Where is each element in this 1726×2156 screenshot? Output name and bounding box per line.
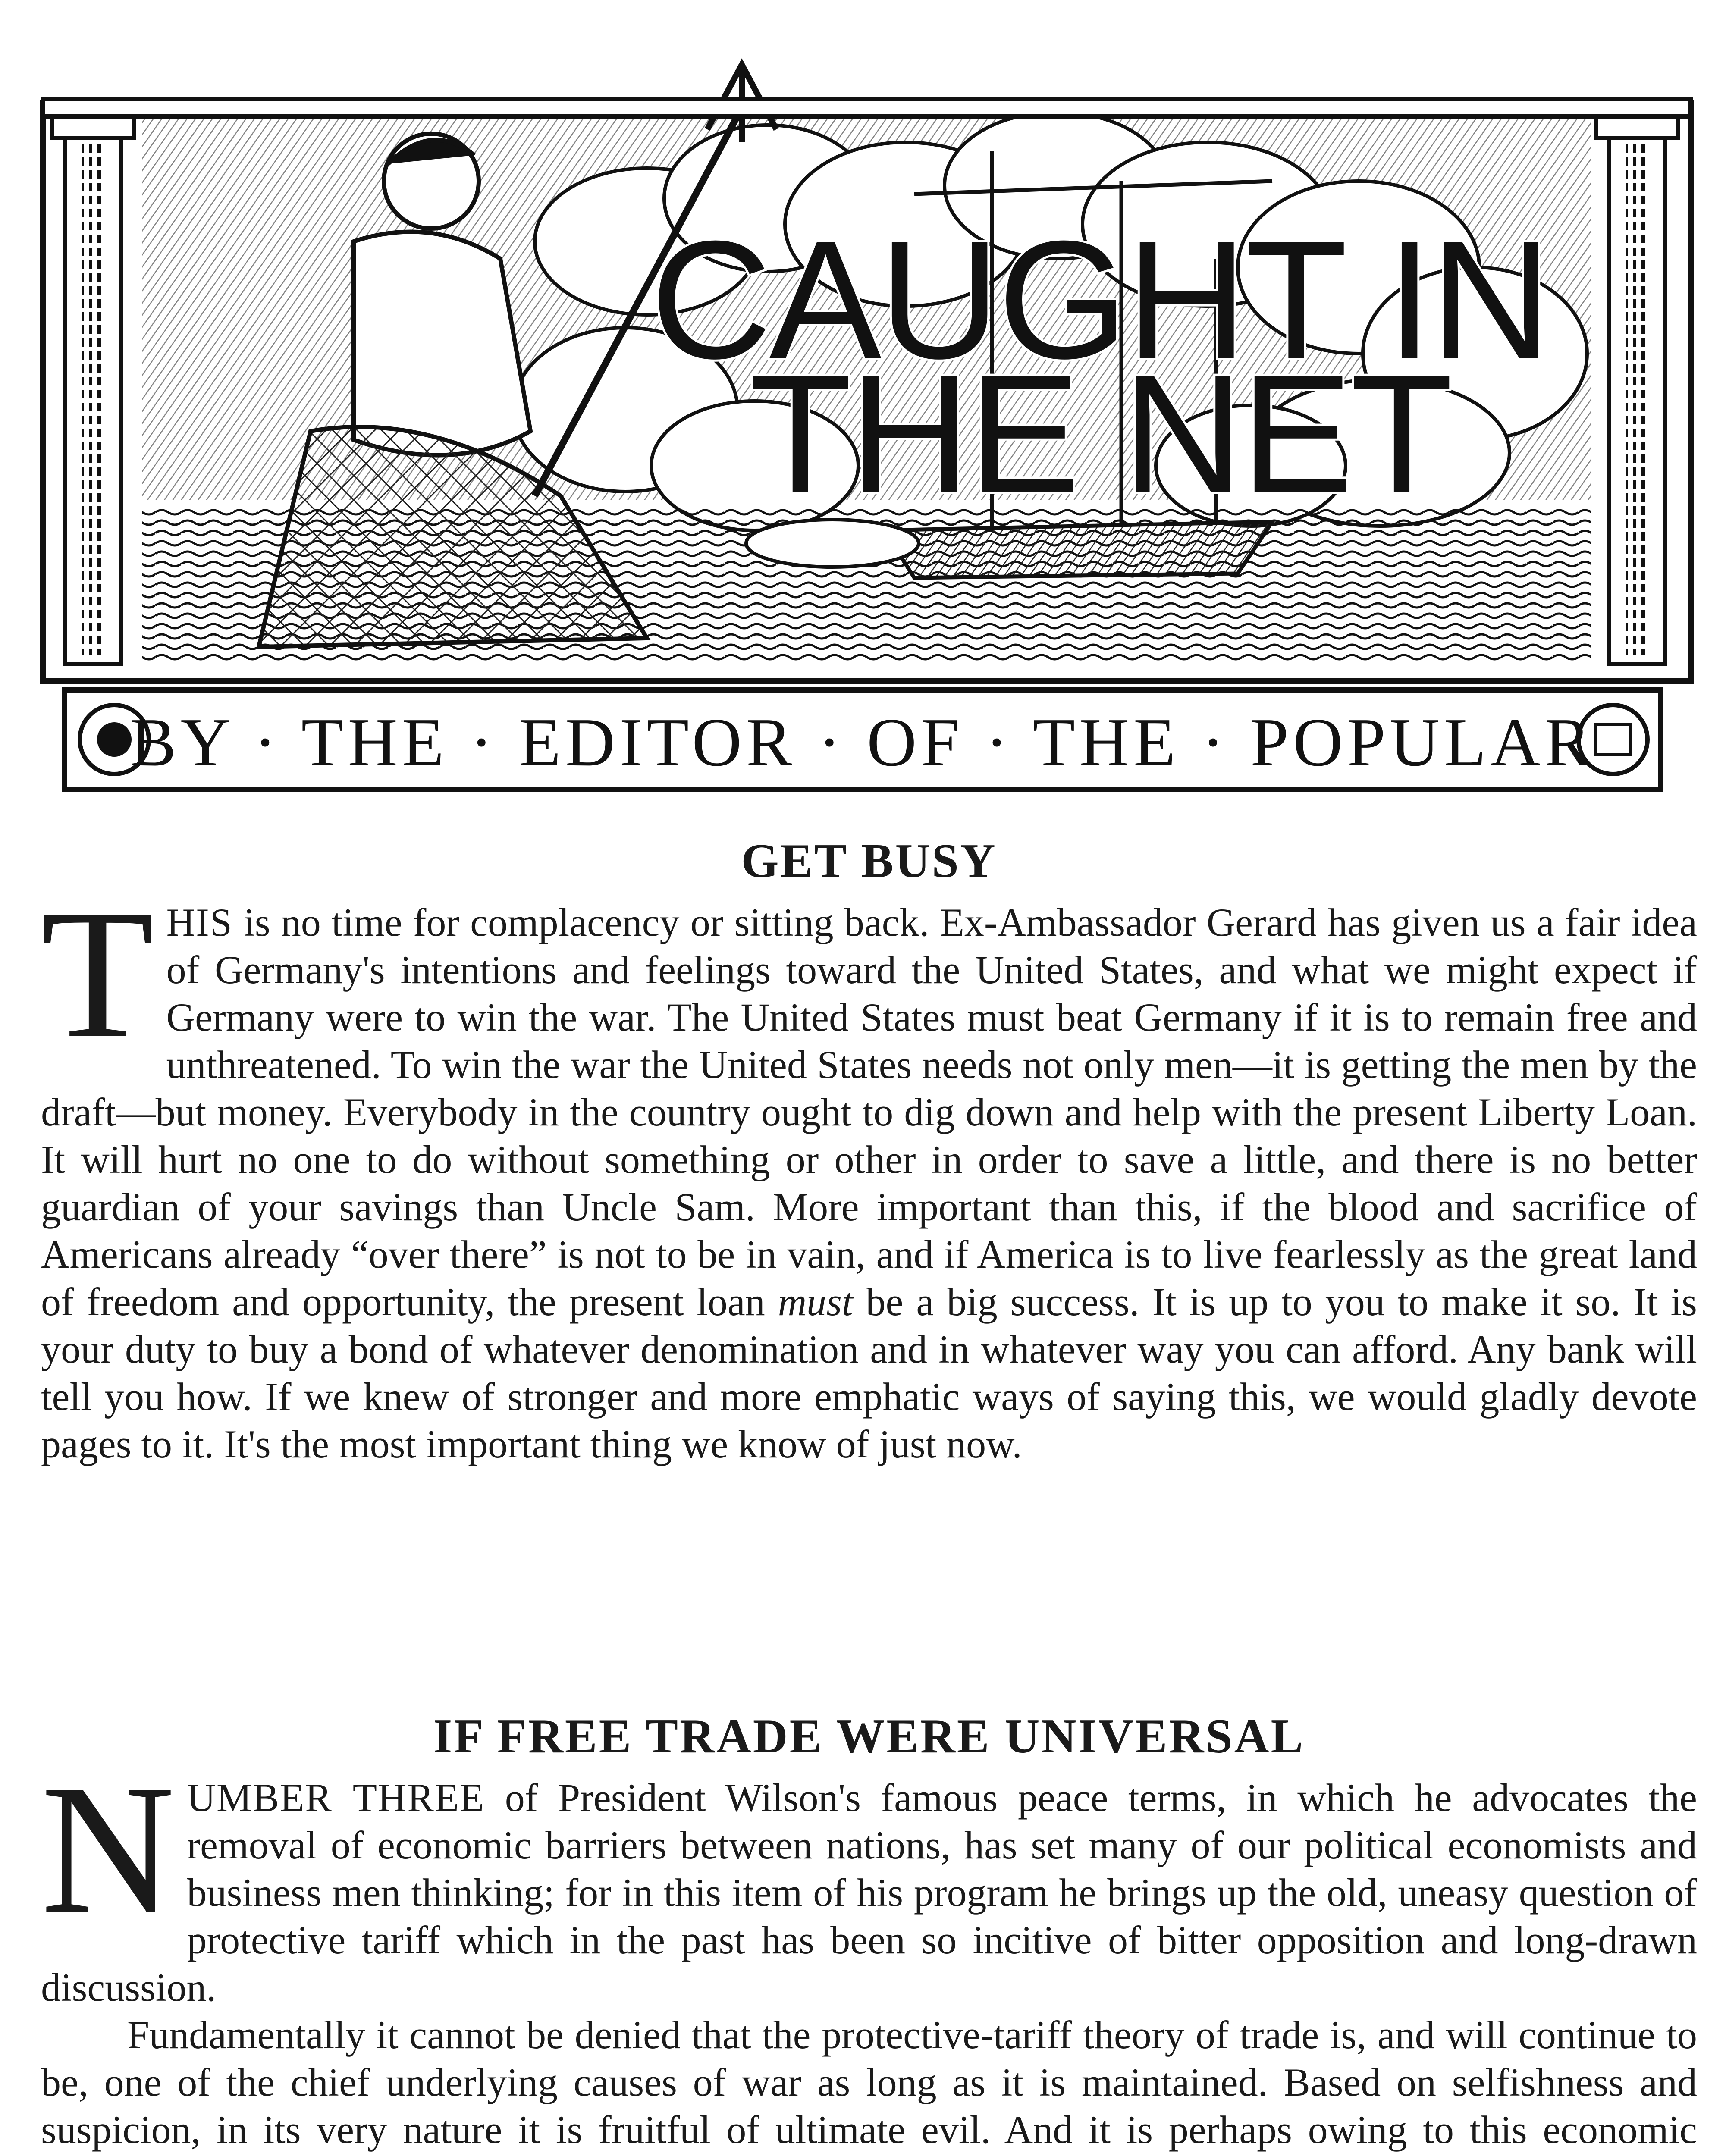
section-get-busy xyxy=(41,832,1697,1468)
body-text: Fundamentally it cannot be denied that the protective-tariff theory of trade is, and will continue to be, one of the chief underlying causes of war as long as it is maintained. Based on selfishness and suspicion, in its very nature it is fruitful of ultimate evil. And it is perhaps owing to this economic xyxy=(41,2013,1697,2152)
lead-smallcaps: UMBER THREE xyxy=(187,1776,485,1820)
right-column xyxy=(1596,116,1678,664)
emphasis-must: must xyxy=(778,1280,853,1324)
header-illustration xyxy=(0,0,1726,819)
byline: BY · THE · EDITOR · OF · THE · POPULAR xyxy=(130,704,1595,780)
section-free-trade xyxy=(41,1708,1697,2156)
top-bar xyxy=(43,99,1691,116)
body-text: of President Wilson's famous peace terms, in which he advocates the removal of economic barriers between nations, has set many of our political economists and business men thinking; for in this item of his program he brings up the old, uneasy question of protective tariff which in the past has been so incitive of bitter opposition and long-drawn discussion. xyxy=(41,1776,1697,2010)
left-medallion-center-icon xyxy=(97,722,132,757)
lead-smallcaps: HIS xyxy=(166,900,233,945)
section-2-para-2 xyxy=(41,2011,1697,2156)
drop-cap-t: T xyxy=(41,871,154,1077)
section-1-body xyxy=(41,871,1697,1468)
section-1-heading: GET BUSY xyxy=(741,834,997,888)
header-artwork xyxy=(0,0,1726,819)
title-line-2: THE NET xyxy=(749,339,1451,527)
section-2-heading: IF FREE TRADE WERE UNIVERSAL xyxy=(433,1710,1305,1763)
drop-cap-n: N xyxy=(41,1747,175,1952)
section-2-para-1 xyxy=(41,1747,1697,2011)
left-column xyxy=(52,116,134,664)
body-text-end: be a big success. It is up to you to make it so. It is your duty to buy a bond of whatever denomination and in whatever way you can afford. Any bank will tell you how. If we knew of stronger and more emphatic ways of saying this, we would gladly devote pages to it. It's the most important thing we know of just now. xyxy=(41,1280,1697,1467)
title-line-1: CAUGHT IN xyxy=(650,206,1549,394)
body-text: is no time for complacency or sitting back. Ex-Ambassador Gerard has given us a fair idea of Germany's intentions and feelings toward the United States, and what we might expect if Germany were to win the war. The United States must beat Germany if it is to remain free and unthreatened. To win the war the United States needs not only men—it is getting the men by the draft—but money. Everybody in the country ought to dig down and help with the present Liberty Loan. It will hurt no one to do without something or other in order to save a little, and there is no better guardian of your savings than Uncle Sam. More important than this, if the blood and sacrifice of Americans already “over there” is not to be in vain, and if America is to live fearlessly as the great land of freedom and opportunity, the present loan xyxy=(41,900,1697,1324)
